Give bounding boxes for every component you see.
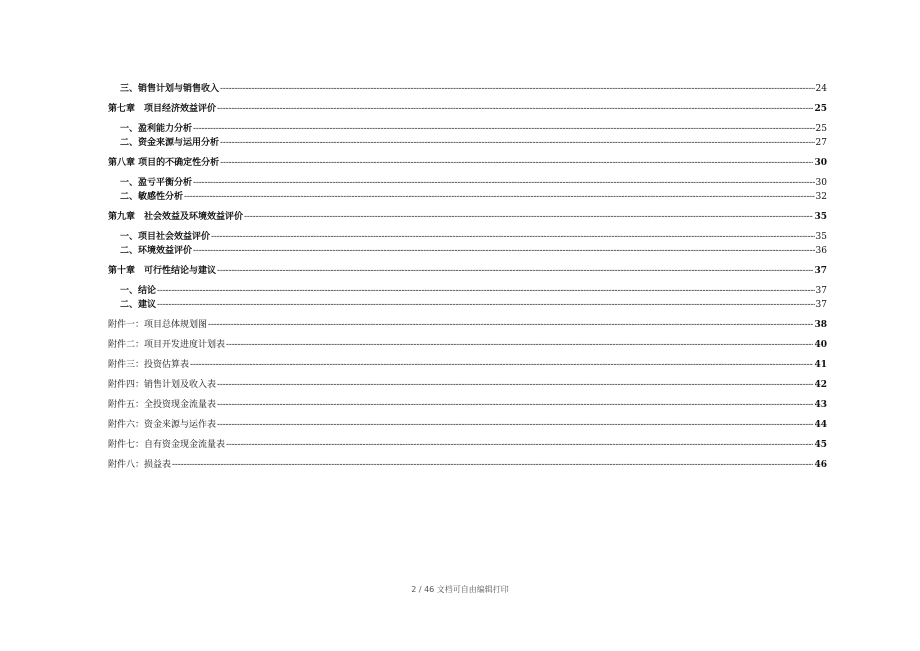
toc-entry-page: 35 (815, 232, 827, 242)
toc-entry[interactable] (108, 398, 827, 412)
toc-entry-title: 附件四：销售计划及收入表 (108, 380, 217, 390)
toc-entry[interactable] (108, 264, 827, 278)
toc-dot-leader (172, 458, 813, 472)
toc-entry[interactable] (108, 122, 827, 136)
toc-entry[interactable] (108, 82, 827, 96)
toc-entry-title: 一、结论 (120, 286, 157, 296)
toc-dot-leader (220, 136, 815, 150)
toc-entry-title: 附件三：投资估算表 (108, 360, 190, 370)
table-of-contents (108, 82, 827, 472)
toc-dot-leader (208, 318, 813, 332)
toc-entry[interactable] (108, 358, 827, 372)
toc-entry-title: 附件六：资金来源与运作表 (108, 420, 217, 430)
toc-entry[interactable] (108, 210, 827, 224)
toc-entry-page: 25 (814, 104, 827, 114)
toc-dot-leader (217, 398, 813, 412)
toc-entry[interactable] (108, 298, 827, 312)
toc-entry-title: 附件八：损益表 (108, 460, 172, 470)
toc-dot-leader (226, 438, 813, 452)
toc-dot-leader (217, 378, 813, 392)
toc-dot-leader (220, 82, 815, 96)
toc-entry-title: 第七章 项目经济效益评价 (108, 104, 217, 114)
toc-dot-leader (193, 244, 815, 258)
toc-dot-leader (190, 358, 813, 372)
toc-entry-page: 42 (814, 380, 827, 390)
toc-entry-page: 30 (815, 178, 827, 188)
toc-dot-leader (157, 298, 815, 312)
toc-entry[interactable] (108, 418, 827, 432)
toc-entry-title: 二、敏感性分析 (120, 192, 184, 202)
toc-entry-title: 第十章 可行性结论与建议 (108, 266, 217, 276)
toc-entry-page: 24 (815, 84, 827, 94)
toc-entry-page: 44 (814, 420, 827, 430)
toc-entry-title: 二、建议 (120, 300, 157, 310)
toc-entry-title: 一、盈利能力分析 (120, 124, 193, 134)
toc-dot-leader (211, 230, 815, 244)
toc-entry[interactable] (108, 176, 827, 190)
toc-entry-page: 30 (814, 158, 827, 168)
toc-entry-title: 三、销售计划与销售收入 (120, 84, 220, 94)
toc-entry-title: 二、环境效益评价 (120, 246, 193, 256)
toc-entry-title: 一、盈亏平衡分析 (120, 178, 193, 188)
toc-entry-page: 38 (814, 320, 827, 330)
toc-entry-title: 第九章 社会效益及环境效益评价 (108, 212, 244, 222)
toc-entry-page: 41 (814, 360, 827, 370)
toc-entry[interactable] (108, 244, 827, 258)
toc-entry-page: 32 (815, 192, 827, 202)
toc-entry-page: 35 (814, 212, 827, 222)
toc-entry[interactable] (108, 338, 827, 352)
toc-entry[interactable] (108, 438, 827, 452)
toc-entry[interactable] (108, 318, 827, 332)
toc-dot-leader (193, 122, 815, 136)
toc-entry[interactable] (108, 190, 827, 204)
toc-dot-leader (217, 102, 813, 116)
toc-entry-page: 43 (814, 400, 827, 410)
toc-entry-title: 二、资金来源与运用分析 (120, 138, 220, 148)
toc-entry-page: 37 (814, 266, 827, 276)
toc-dot-leader (220, 156, 813, 170)
toc-entry[interactable] (108, 458, 827, 472)
toc-dot-leader (244, 210, 813, 224)
toc-entry-page: 25 (815, 124, 827, 134)
toc-entry[interactable] (108, 136, 827, 150)
toc-entry-title: 附件二：项目开发进度计划表 (108, 340, 226, 350)
toc-entry-title: 一、项目社会效益评价 (120, 232, 211, 242)
toc-dot-leader (193, 176, 815, 190)
toc-entry-title: 第八章 项目的不确定性分析 (108, 158, 220, 168)
toc-dot-leader (217, 264, 813, 278)
toc-dot-leader (226, 338, 813, 352)
toc-entry[interactable] (108, 230, 827, 244)
toc-entry-page: 37 (815, 300, 827, 310)
toc-entry-page: 36 (815, 246, 827, 256)
toc-entry-page: 46 (814, 460, 827, 470)
toc-entry-page: 45 (814, 440, 827, 450)
page-footer: 2 / 46 文档可自由编辑打印 (411, 585, 509, 594)
toc-entry[interactable] (108, 156, 827, 170)
toc-entry-title: 附件七：自有资金现金流量表 (108, 440, 226, 450)
toc-dot-leader (157, 284, 815, 298)
toc-entry-title: 附件五：全投资现金流量表 (108, 400, 217, 410)
toc-entry[interactable] (108, 378, 827, 392)
toc-entry[interactable] (108, 102, 827, 116)
toc-dot-leader (217, 418, 813, 432)
toc-dot-leader (184, 190, 815, 204)
toc-entry[interactable] (108, 284, 827, 298)
toc-entry-page: 40 (814, 340, 827, 350)
toc-entry-page: 37 (815, 286, 827, 296)
toc-entry-title: 附件一：项目总体规划图 (108, 320, 208, 330)
toc-entry-page: 27 (815, 138, 827, 148)
